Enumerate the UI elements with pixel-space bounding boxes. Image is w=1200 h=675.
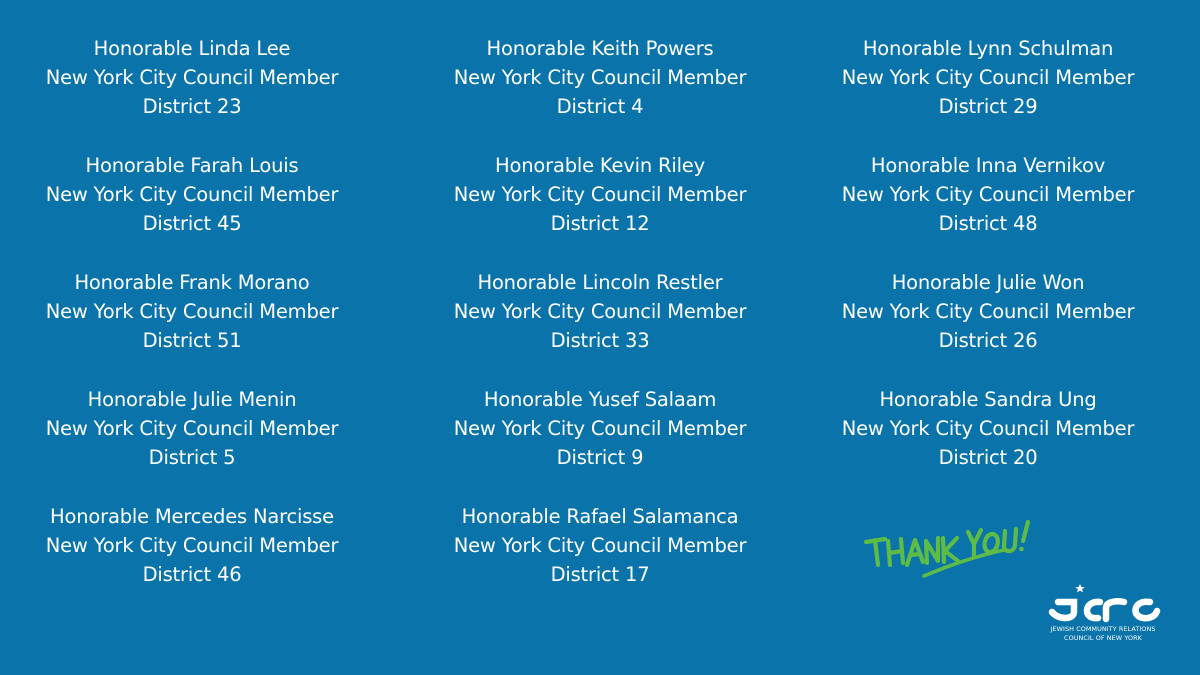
member-title: New York City Council Member <box>45 300 339 323</box>
member-name: Honorable Yusef Salaam <box>483 388 717 411</box>
member-district: District 33 <box>550 329 650 352</box>
member-district: District 51 <box>142 329 242 352</box>
logo-line-1: JEWISH COMMUNITY RELATIONS <box>1050 625 1156 633</box>
logo-line-2: COUNCIL OF NEW YORK <box>1064 634 1142 642</box>
council-member-card <box>450 502 750 619</box>
council-member-card <box>450 268 750 385</box>
member-name: Honorable Linda Lee <box>93 37 291 60</box>
council-member-card <box>40 502 344 619</box>
council-member-card <box>40 34 344 151</box>
member-title: New York City Council Member <box>45 66 339 89</box>
council-member-card <box>40 385 344 502</box>
member-title: New York City Council Member <box>453 534 747 557</box>
council-member-card <box>838 151 1138 268</box>
member-name: Honorable Julie Menin <box>87 388 297 411</box>
member-name: Honorable Kevin Riley <box>495 154 705 177</box>
member-district: District 17 <box>550 563 650 586</box>
member-title: New York City Council Member <box>45 417 339 440</box>
member-name: Honorable Julie Won <box>891 271 1085 294</box>
member-title: New York City Council Member <box>841 300 1135 323</box>
member-district: District 46 <box>142 563 242 586</box>
member-name: Honorable Rafael Salamanca <box>461 505 739 528</box>
member-title: New York City Council Member <box>841 66 1135 89</box>
jcrc-logo-text <box>1040 625 1166 643</box>
member-title: New York City Council Member <box>45 534 339 557</box>
member-title: New York City Council Member <box>453 66 747 89</box>
member-district: District 20 <box>938 446 1038 469</box>
member-district: District 4 <box>556 95 644 118</box>
member-name: Honorable Keith Powers <box>486 37 714 60</box>
member-title: New York City Council Member <box>841 417 1135 440</box>
member-title: New York City Council Member <box>453 417 747 440</box>
council-column-3 <box>838 34 1138 502</box>
member-name: Honorable Lincoln Restler <box>477 271 723 294</box>
member-district: District 29 <box>938 95 1038 118</box>
council-column-1 <box>40 34 344 619</box>
member-title: New York City Council Member <box>453 300 747 323</box>
council-member-card <box>40 268 344 385</box>
member-name: Honorable Mercedes Narcisse <box>50 505 334 528</box>
member-name: Honorable Inna Vernikov <box>870 154 1106 177</box>
jcrc-logo <box>1040 578 1166 650</box>
member-name: Honorable Farah Louis <box>85 154 299 177</box>
member-district: District 23 <box>142 95 242 118</box>
member-name: Honorable Sandra Ung <box>879 388 1097 411</box>
council-member-card <box>838 385 1138 502</box>
council-member-card <box>450 34 750 151</box>
member-district: District 12 <box>550 212 650 235</box>
member-title: New York City Council Member <box>45 183 339 206</box>
member-title: New York City Council Member <box>453 183 747 206</box>
council-member-card <box>838 34 1138 151</box>
member-name: Honorable Frank Morano <box>74 271 310 294</box>
member-district: District 9 <box>556 446 644 469</box>
council-member-card <box>450 151 750 268</box>
member-district: District 48 <box>938 212 1038 235</box>
council-member-card <box>450 385 750 502</box>
council-column-2 <box>450 34 750 619</box>
council-member-card <box>40 151 344 268</box>
council-member-card <box>838 268 1138 385</box>
thank-you-handwritten-icon <box>862 518 1034 584</box>
member-title: New York City Council Member <box>841 183 1135 206</box>
member-name: Honorable Lynn Schulman <box>862 37 1114 60</box>
member-district: District 45 <box>142 212 242 235</box>
member-district: District 5 <box>148 446 236 469</box>
member-district: District 26 <box>938 329 1038 352</box>
jcrc-logo-star-icon <box>1075 584 1084 592</box>
jcrc-wordmark-icon <box>1040 578 1166 624</box>
